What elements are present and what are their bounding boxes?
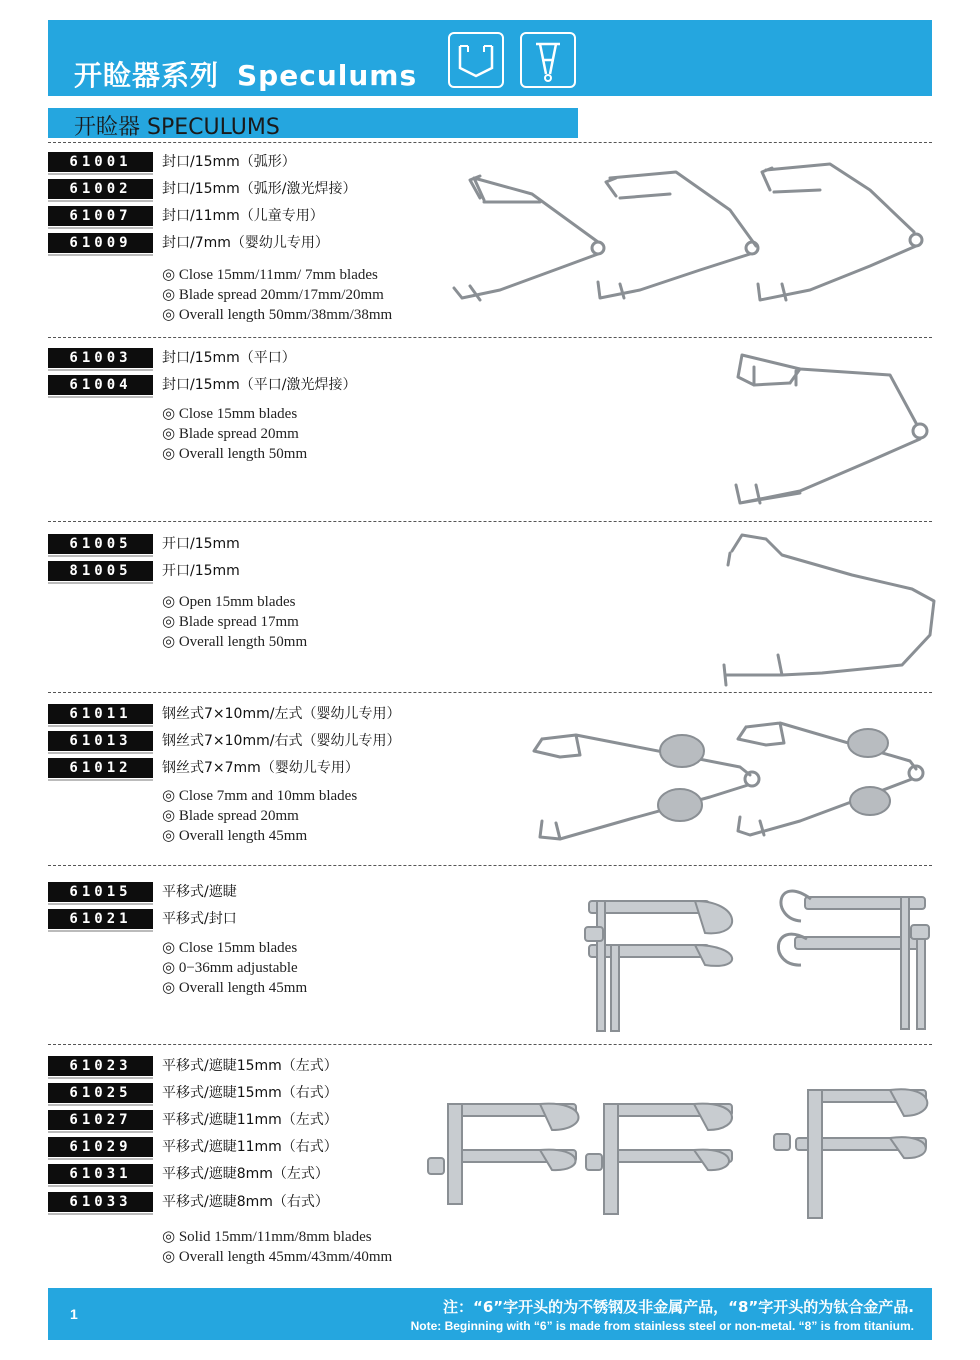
divider [48, 521, 932, 522]
title-en: Speculums [237, 59, 418, 92]
spec-line: ◎ Overall length 45mm [162, 980, 308, 996]
product-desc: 封口/15mm（弧形） [162, 154, 296, 170]
product-desc: 开口/15mm [162, 563, 240, 579]
product-desc: 平移式/遮睫11mm（左式） [162, 1112, 338, 1128]
product-code: 61031 [48, 1164, 153, 1184]
spec-line: ◎ Close 7mm and 10mm blades [162, 788, 358, 804]
page-title [74, 54, 417, 94]
spec-line: ◎ Overall length 50mm [162, 634, 308, 650]
footer-note-cn: 注：“6”字开头的为不锈钢及非金属产品，“8”字开头的为钛合金产品. [442, 1298, 914, 1316]
spec-line: ◎ Blade spread 20mm [162, 808, 299, 824]
spec-line: ◎ Close 15mm blades [162, 940, 298, 956]
product-desc: 平移式/遮睫15mm（左式） [162, 1058, 338, 1074]
spec-line: ◎ Close 15mm blades [162, 406, 298, 422]
product-code: 61003 [48, 348, 153, 368]
speculum-wire-icon [520, 32, 576, 88]
spec-line: ◎ Blade spread 20mm [162, 426, 299, 442]
product-code: 61009 [48, 233, 153, 253]
spec-line: ◎ Blade spread 20mm/17mm/20mm [162, 287, 384, 303]
product-code: 61012 [48, 758, 153, 778]
product-code: 61015 [48, 882, 153, 902]
spec-line: ◎ 0−36mm adjustable [162, 960, 298, 976]
product-code: 61001 [48, 152, 153, 172]
product-code: 61025 [48, 1083, 153, 1103]
product-desc: 钢丝式7×7mm（婴幼儿专用） [162, 760, 359, 776]
product-code: 61023 [48, 1056, 153, 1076]
product-desc: 封口/15mm（平口） [162, 350, 296, 366]
spec-line: ◎ Close 15mm/11mm/ 7mm blades [162, 267, 378, 283]
product-desc: 封口/15mm（弧形/激光焊接） [162, 181, 357, 197]
speculum-open-image [712, 525, 942, 695]
title-cn: 开睑器系列 [74, 59, 220, 92]
product-desc: 开口/15mm [162, 536, 240, 552]
speculum-infant-image [520, 705, 940, 855]
divider [48, 1044, 932, 1045]
product-code: 61021 [48, 909, 153, 929]
product-code: 81005 [48, 561, 153, 581]
spec-line: ◎ Solid 15mm/11mm/8mm blades [162, 1229, 372, 1245]
divider [48, 865, 932, 866]
spec-line: ◎ Overall length 45mm [162, 828, 308, 844]
product-desc: 封口/15mm（平口/激光焊接） [162, 377, 357, 393]
product-desc: 平移式/遮睫11mm（右式） [162, 1139, 338, 1155]
product-code: 61013 [48, 731, 153, 751]
product-code: 61027 [48, 1110, 153, 1130]
speculum-sliding-image [575, 875, 935, 1040]
product-code: 61029 [48, 1137, 153, 1157]
divider [48, 337, 932, 338]
product-desc: 平移式/遮睫 [162, 884, 237, 900]
speculum-solid-blade-image [420, 1080, 940, 1230]
spec-line: ◎ Overall length 50mm [162, 446, 308, 462]
product-desc: 平移式/封口 [162, 911, 237, 927]
product-code: 61007 [48, 206, 153, 226]
product-code: 61002 [48, 179, 153, 199]
spec-line: ◎ Open 15mm blades [162, 594, 296, 610]
page-number: 1 [70, 1306, 78, 1322]
speculum-blade-icon [448, 32, 504, 88]
spec-line: ◎ Overall length 50mm/38mm/38mm [162, 307, 393, 323]
product-desc: 钢丝式7×10mm/右式（婴幼儿专用） [162, 733, 401, 749]
section-title: 开睑器 SPECULUMS [74, 115, 280, 140]
spec-line: ◎ Overall length 45mm/43mm/40mm [162, 1249, 393, 1265]
product-desc: 封口/11mm（儿童专用） [162, 208, 324, 224]
spec-line: ◎ Blade spread 17mm [162, 614, 299, 630]
product-desc: 钢丝式7×10mm/左式（婴幼儿专用） [162, 706, 401, 722]
product-code: 61004 [48, 375, 153, 395]
product-desc: 平移式/遮睫8mm（左式） [162, 1166, 329, 1182]
speculum-wire-image [440, 150, 940, 330]
product-code: 61033 [48, 1192, 153, 1212]
product-desc: 平移式/遮睫8mm（右式） [162, 1194, 329, 1210]
speculum-flat-image [720, 345, 940, 515]
header-bar [48, 20, 932, 96]
product-code: 61005 [48, 534, 153, 554]
divider [48, 142, 932, 143]
product-desc: 平移式/遮睫15mm（右式） [162, 1085, 338, 1101]
footer-note-en: Note: Beginning with “6” is made from stainless steel or non-metal. “8” is from titanium. [410, 1319, 914, 1333]
product-code: 61011 [48, 704, 153, 724]
product-desc: 封口/7mm（婴幼儿专用） [162, 235, 329, 251]
footer-bar [48, 1288, 932, 1340]
section-title-bar [48, 108, 578, 138]
